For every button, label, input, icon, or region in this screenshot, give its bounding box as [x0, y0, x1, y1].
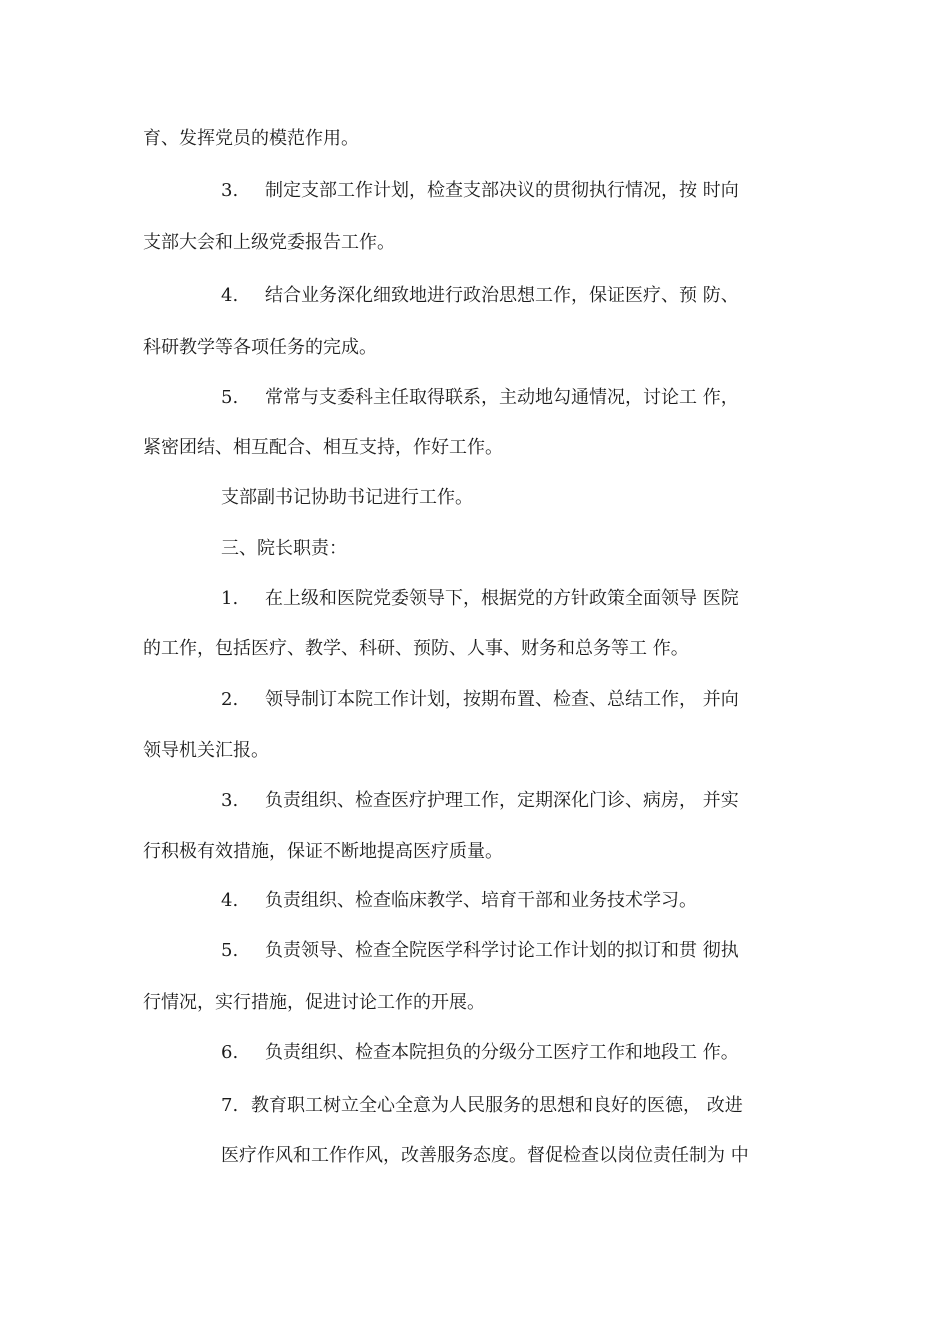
text-line: 紧密团结、相互配合、相互支持，作好工作。: [143, 437, 503, 458]
text-line: 科研教学等各项任务的完成。: [143, 337, 377, 358]
text-line: 领导机关汇报。: [143, 740, 269, 761]
numbered-item: 4. 结合业务深化细致地进行政治思想工作，保证医疗、预 防、: [221, 283, 739, 309]
item-number: 2.: [221, 689, 239, 710]
numbered-item: 2. 领导制订本院工作计划，按期布置、检查、总结工作， 并向: [221, 687, 739, 713]
numbered-item: 5. 常常与支委科主任取得联系，主动地勾通情况，讨论工 作，: [221, 385, 739, 411]
numbered-item: 3. 负责组织、检查医疗护理工作，定期深化门诊、病房， 并实: [221, 788, 739, 814]
item-number: 5.: [221, 387, 239, 408]
item-number: 7.: [221, 1095, 239, 1116]
numbered-item: 6. 负责组织、检查本院担负的分级分工医疗工作和地段工 作。: [221, 1040, 739, 1066]
text-line: 的工作，包括医疗、教学、科研、预防、人事、财务和总务等工 作。: [143, 638, 689, 659]
item-number: 4.: [221, 890, 239, 911]
item-number: 3.: [221, 790, 239, 811]
item-number: 5.: [221, 940, 239, 961]
item-number: 4.: [221, 285, 239, 306]
text-line: 行情况，实行措施，促进讨论工作的开展。: [143, 992, 485, 1013]
numbered-item: 7. 教育职工树立全心全意为人民服务的思想和良好的医德， 改进: [221, 1093, 743, 1119]
section-heading: 三、院长职责：: [221, 538, 347, 559]
text-line: 支部副书记协助书记进行工作。: [221, 487, 473, 508]
numbered-item: 1. 在上级和医院党委领导下，根据党的方针政策全面领导 医院: [221, 586, 739, 612]
numbered-item: 5. 负责领导、检查全院医学科学讨论工作计划的拟订和贯 彻执: [221, 938, 739, 964]
numbered-item: 3. 制定支部工作计划，检查支部决议的贯彻执行情况，按 时向: [221, 178, 739, 204]
text-line: 育、发挥党员的模范作用。: [143, 128, 359, 149]
numbered-item: 4. 负责组织、检查临床教学、培育干部和业务技术学习。: [221, 888, 697, 914]
item-number: 6.: [221, 1042, 239, 1063]
item-number: 1.: [221, 588, 239, 609]
text-line: 支部大会和上级党委报告工作。: [143, 232, 395, 253]
text-line: 医疗作风和工作作风，改善服务态度。督促检查以岗位责任制为 中: [221, 1145, 749, 1166]
item-number: 3.: [221, 180, 239, 201]
text-line: 行积极有效措施，保证不断地提高医疗质量。: [143, 841, 503, 862]
